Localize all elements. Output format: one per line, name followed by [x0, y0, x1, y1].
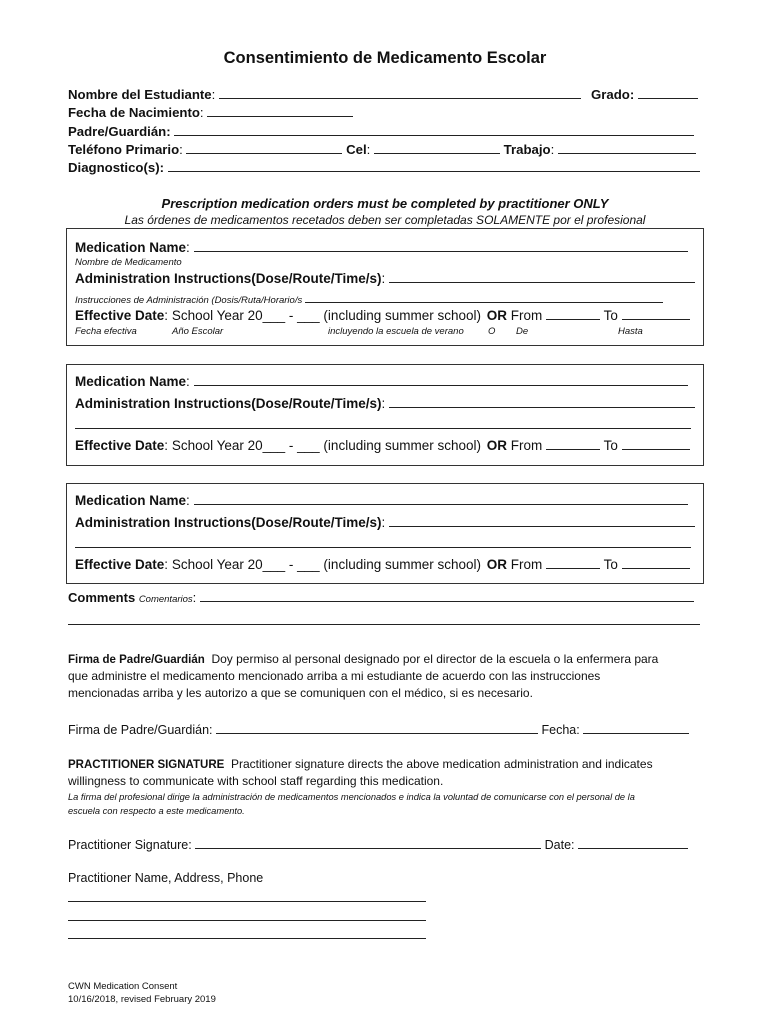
practitioner-date-label: Date:	[544, 838, 575, 852]
effective-label-2: Effective Date	[75, 438, 165, 453]
instructions-label: Administration Instructions(Dose/Route/Time/s)	[75, 271, 382, 286]
or-label-2: OR	[486, 438, 508, 453]
student-name-label: Nombre del Estudiante	[68, 87, 212, 102]
practitioner-info-line-3[interactable]	[68, 928, 426, 939]
practitioner-heading: PRACTITIONER SIGNATURE	[68, 759, 225, 771]
or-label: OR	[486, 308, 508, 323]
sub-summer: incluyendo la escuela de verano	[328, 326, 464, 337]
instructions-field-2[interactable]	[389, 395, 695, 408]
diagnosis-field[interactable]	[168, 159, 700, 172]
practitioner-name-label: Practitioner Name, Address, Phone	[68, 871, 264, 885]
sub-from: De	[516, 326, 529, 337]
notice-english: Prescription medication orders must be completed by practitioner ONLY	[161, 196, 609, 211]
medication-name-row-3: Medication Name:	[75, 492, 688, 508]
from-field-3[interactable]	[546, 556, 600, 569]
instructions-sub: Instrucciones de Administración (Dosis/Ruta/Horario/s	[75, 295, 303, 306]
practitioner-line1	[68, 756, 653, 774]
cel-label: Cel	[346, 142, 367, 157]
school-year-text-2: School Year 20___ - ___ (including summer school)	[171, 438, 481, 453]
comments-field[interactable]	[200, 589, 694, 602]
medication-name-label-2: Medication Name	[75, 374, 187, 389]
instructions-field-3[interactable]	[389, 514, 695, 527]
parent-signature-label: Firma de Padre/Guardián:	[68, 723, 213, 737]
medication-name-label-3: Medication Name	[75, 493, 187, 508]
from-field-2[interactable]	[546, 437, 600, 450]
to-label: To	[603, 308, 618, 323]
to-label-2: To	[603, 438, 618, 453]
comments-sub: Comentarios	[138, 594, 193, 605]
parent-label: Padre/Guardián:	[68, 124, 171, 139]
phone-row: Teléfono Primario: Cel: Trabajo:	[68, 141, 696, 157]
dob-label: Fecha de Nacimiento	[68, 105, 200, 120]
grade-field[interactable]	[638, 86, 698, 99]
grade-label: Grado:	[591, 87, 635, 102]
comments-row: Comments Comentarios:	[68, 589, 694, 605]
parent-consent-text3: mencionadas arriba y les autorizo a que se comuniquen con el médico, si es necesario.	[68, 686, 533, 700]
practitioner-date-field[interactable]	[578, 836, 688, 849]
practitioner-spanish1: La firma del profesional dirige la administración de medicamentos mencionados e indica la voluntad de comunicarse con el personal de la	[68, 792, 635, 802]
to-label-3: To	[603, 557, 618, 572]
to-field-1[interactable]	[622, 307, 690, 320]
comments-field-2[interactable]	[68, 614, 700, 625]
medication-name-field-1[interactable]	[194, 239, 688, 252]
comments-label: Comments	[68, 590, 136, 605]
practitioner-info-line-2[interactable]	[68, 910, 426, 921]
instructions-label-3: Administration Instructions(Dose/Route/Time/s)	[75, 515, 382, 530]
medication-name-row-1: Medication Name:	[75, 239, 688, 255]
page-title: Consentimiento de Medicamento Escolar	[223, 49, 547, 67]
instructions-field-3b[interactable]	[75, 537, 691, 548]
medication-name-sub: Nombre de Medicamento	[75, 257, 182, 268]
student-name-row: Nombre del Estudiante:	[68, 86, 581, 102]
instructions-field-1[interactable]	[389, 270, 695, 283]
school-year-text: School Year 20___ - ___ (including summer school)	[171, 308, 481, 323]
practitioner-signature-label: Practitioner Signature:	[68, 838, 192, 852]
effective-row-2: Effective Date: School Year 20___ - ___ (including summer school) OR From To	[75, 437, 690, 453]
parent-field[interactable]	[174, 123, 694, 136]
work-field[interactable]	[558, 141, 696, 154]
to-field-3[interactable]	[622, 556, 690, 569]
parent-row	[68, 123, 694, 139]
footer-line2: 10/16/2018, revised February 2019	[68, 994, 216, 1005]
instructions-row-2: Administration Instructions(Dose/Route/Time/s):	[75, 395, 695, 411]
instructions-field-1b[interactable]	[305, 293, 663, 303]
instructions-row-3: Administration Instructions(Dose/Route/Time/s):	[75, 514, 695, 530]
from-label: From	[510, 308, 543, 323]
work-label: Trabajo	[503, 142, 551, 157]
practitioner-info-line-1[interactable]	[68, 891, 426, 902]
parent-consent-text1: Doy permiso al personal designado por el director de la escuela o la enfermera para	[211, 652, 659, 666]
practitioner-text2: willingness to communicate with school staff regarding this medication.	[68, 774, 444, 788]
effective-label: Effective Date	[75, 308, 165, 323]
medication-name-field-2[interactable]	[194, 373, 688, 386]
sub-to: Hasta	[618, 326, 643, 337]
instructions-sub-row	[75, 293, 663, 306]
parent-signature-field[interactable]	[216, 721, 538, 734]
diagnosis-row	[68, 159, 700, 175]
sub-effective: Fecha efectiva	[75, 326, 137, 337]
parent-signature-row	[68, 721, 689, 737]
effective-row-1: Effective Date: School Year 20___ - ___ (including summer school) OR From To	[75, 307, 690, 323]
dob-field[interactable]	[207, 104, 353, 117]
practitioner-signature-row	[68, 836, 688, 852]
practitioner-text1: Practitioner signature directs the above medication administration and indicates	[231, 757, 653, 771]
to-field-2[interactable]	[622, 437, 690, 450]
school-year-text-3: School Year 20___ - ___ (including summer school)	[171, 557, 481, 572]
parent-consent-heading: Firma de Padre/Guardián	[68, 654, 205, 666]
parent-consent-text2: que administre el medicamento mencionado arriba a mi estudiante de acuerdo con las instrucciones	[68, 669, 601, 683]
cel-field[interactable]	[374, 141, 500, 154]
sub-year: Año Escolar	[172, 326, 224, 337]
grade-row	[591, 86, 698, 102]
instructions-row-1: Administration Instructions(Dose/Route/Time/s):	[75, 270, 695, 286]
parent-date-field[interactable]	[583, 721, 689, 734]
practitioner-signature-field[interactable]	[195, 836, 541, 849]
from-field-1[interactable]	[546, 307, 600, 320]
effective-row-3: Effective Date: School Year 20___ - ___ (including summer school) OR From To	[75, 556, 690, 572]
parent-date-label: Fecha:	[541, 723, 580, 737]
dob-row: Fecha de Nacimiento:	[68, 104, 353, 120]
instructions-label-2: Administration Instructions(Dose/Route/Time/s)	[75, 396, 382, 411]
from-label-2: From	[510, 438, 543, 453]
medication-name-field-3[interactable]	[194, 492, 688, 505]
parent-consent-line1	[68, 651, 658, 669]
phone-field[interactable]	[186, 141, 342, 154]
notice-spanish: Las órdenes de medicamentos recetados deben ser completadas SOLAMENTE por el profesional	[124, 213, 646, 227]
student-name-field[interactable]	[219, 86, 581, 99]
sub-or: O	[488, 326, 496, 337]
from-label-3: From	[510, 557, 543, 572]
footer-line1: CWN Medication Consent	[68, 981, 178, 992]
practitioner-spanish2: escuela con respecto a este medicamento.	[68, 806, 245, 816]
effective-label-3: Effective Date	[75, 557, 165, 572]
phone-label: Teléfono Primario	[68, 142, 180, 157]
diagnosis-label: Diagnostico(s):	[68, 160, 164, 175]
medication-name-row-2: Medication Name:	[75, 373, 688, 389]
instructions-field-2b[interactable]	[75, 418, 691, 429]
medication-name-label: Medication Name	[75, 240, 187, 255]
or-label-3: OR	[486, 557, 508, 572]
